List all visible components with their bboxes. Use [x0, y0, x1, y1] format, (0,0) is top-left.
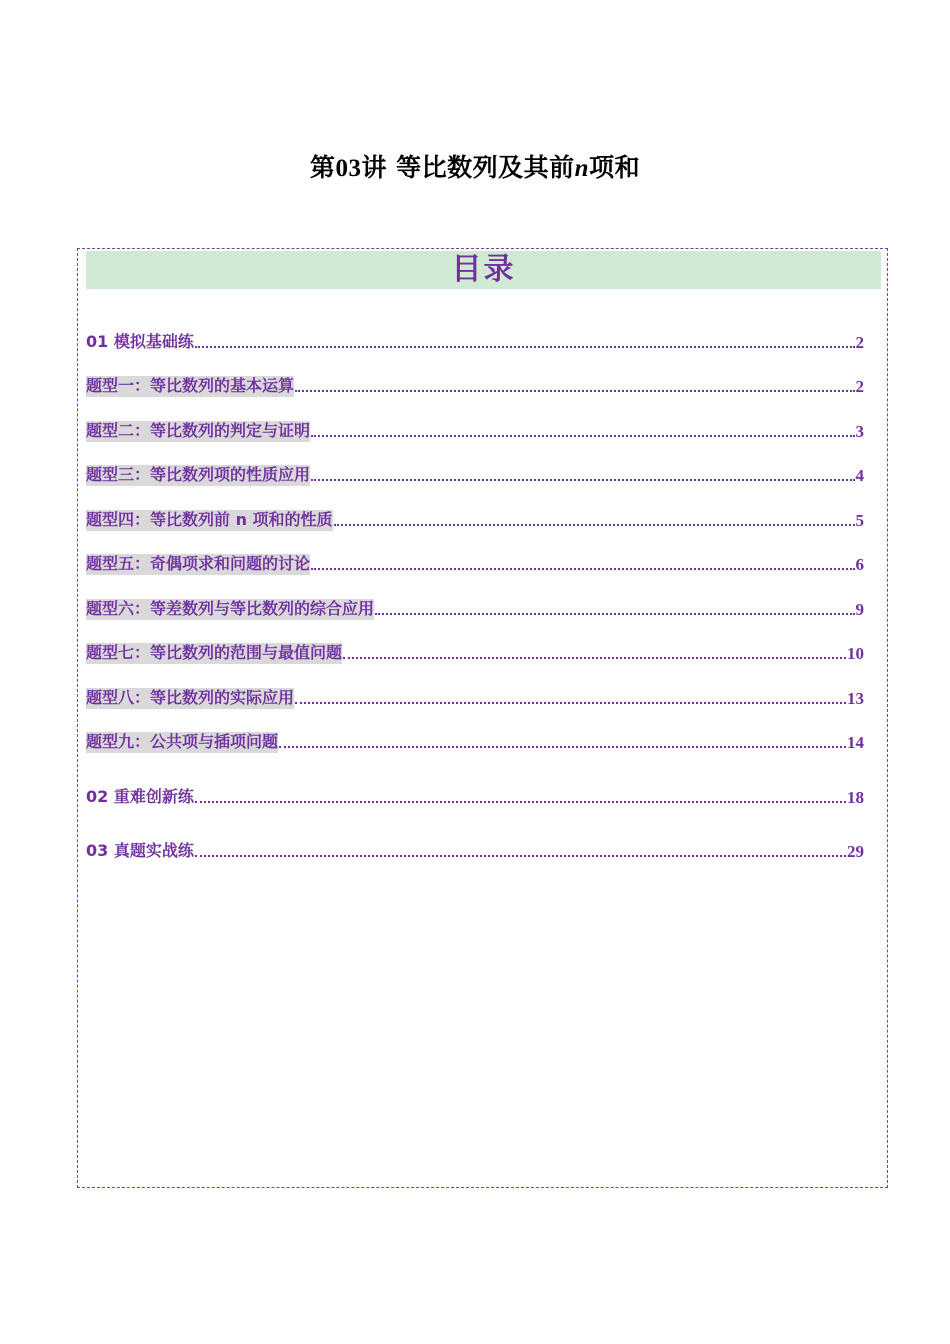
toc-page-number: 5	[855, 511, 864, 530]
toc-leader-dots	[295, 702, 846, 704]
toc-page-number: 13	[847, 689, 864, 708]
toc-leader-dots	[334, 524, 855, 526]
toc-leader-dots	[279, 746, 846, 748]
toc-page-number: 29	[847, 842, 864, 861]
toc-entry-type-4[interactable]	[86, 509, 864, 531]
toc-entry-label: 02 重难创新练	[86, 787, 194, 806]
toc-entry-label: 题型二：等比数列的判定与证明	[86, 421, 311, 440]
toc-entry-label: 题型五：奇偶项求和问题的讨论	[86, 554, 311, 573]
toc-leader-dots	[195, 801, 846, 803]
toc-page-number: 9	[855, 600, 864, 619]
toc-entry-type-3[interactable]	[86, 464, 864, 486]
toc-leader-dots	[311, 568, 854, 570]
toc-page-number: 14	[847, 733, 864, 752]
title-number: 03	[335, 155, 362, 182]
toc-leader-dots	[295, 390, 854, 392]
toc-page-number: 2	[855, 333, 864, 352]
toc-entry-type-9[interactable]	[86, 731, 864, 753]
toc-entry-type-6[interactable]	[86, 598, 864, 620]
toc-entry-type-2[interactable]	[86, 420, 864, 442]
toc-entry-type-8[interactable]	[86, 687, 864, 709]
toc-leader-dots	[343, 657, 846, 659]
toc-page-number: 3	[855, 422, 864, 441]
title-prefix: 第	[309, 153, 336, 182]
toc-entry-exam-practice[interactable]	[86, 840, 864, 862]
toc-leader-dots	[195, 346, 855, 348]
toc-leader-dots	[311, 479, 854, 481]
toc-leader-dots	[375, 613, 854, 615]
toc-entry-label: 03 真题实战练	[86, 841, 194, 860]
toc-page-number: 10	[847, 644, 864, 663]
toc-entry-label: 题型四：等比数列前 n 项和的性质	[86, 510, 333, 529]
toc-entry-label: 题型一：等比数列的基本运算	[86, 376, 295, 395]
toc-leader-dots	[195, 855, 846, 857]
toc-page-number: 4	[855, 466, 864, 485]
title-middle: 讲 等比数列及其前	[361, 153, 575, 182]
toc-page-number: 18	[847, 788, 864, 807]
document-title	[0, 148, 950, 184]
toc-entry-label: 题型七：等比数列的范围与最值问题	[86, 643, 343, 662]
toc-entry-label: 题型六：等差数列与等比数列的综合应用	[86, 599, 375, 618]
toc-box	[77, 248, 888, 1188]
toc-page-number: 2	[855, 377, 864, 396]
toc-entry-innovation-practice[interactable]	[86, 786, 864, 808]
toc-entry-type-1[interactable]	[86, 375, 864, 397]
title-variable: n	[574, 155, 590, 182]
toc-entry-basic-practice[interactable]	[86, 331, 864, 353]
toc-entry-type-5[interactable]	[86, 553, 864, 575]
toc-page-number: 6	[855, 555, 864, 574]
toc-heading: 目录	[86, 251, 881, 289]
toc-entry-label: 题型八：等比数列的实际应用	[86, 688, 295, 707]
toc-leader-dots	[311, 435, 854, 437]
toc-entry-type-7[interactable]	[86, 642, 864, 664]
toc-entry-label: 01 模拟基础练	[86, 332, 194, 351]
toc-entry-label: 题型九：公共项与插项问题	[86, 732, 279, 751]
toc-entry-label: 题型三：等比数列项的性质应用	[86, 465, 311, 484]
title-suffix: 项和	[589, 153, 641, 182]
